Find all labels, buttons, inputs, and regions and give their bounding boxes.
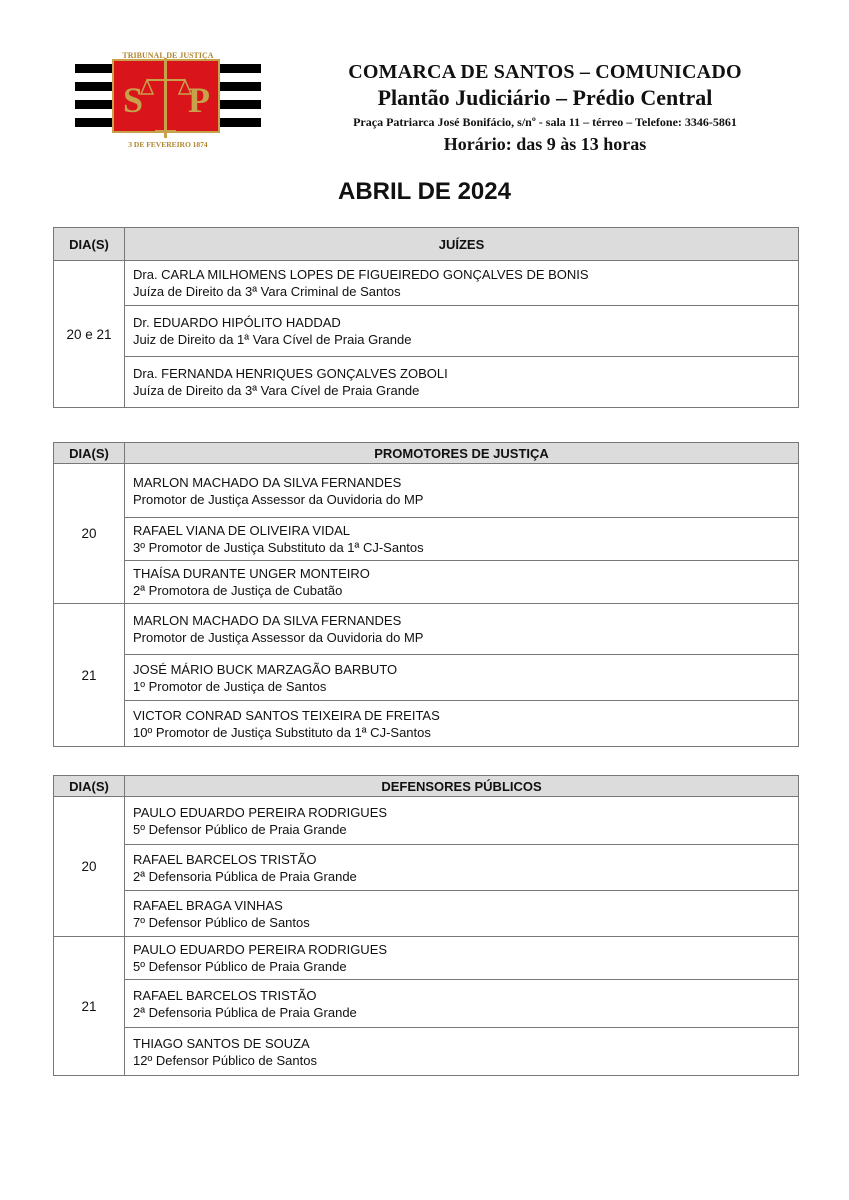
table-header-row [54, 443, 799, 464]
prosecutors-table [53, 442, 799, 747]
page-title: ABRIL DE 2024 [338, 178, 511, 205]
table-row [54, 891, 799, 937]
table-row [54, 518, 799, 561]
col-header-title: DEFENSORES PÚBLICOS [125, 776, 799, 797]
table-row [54, 306, 799, 357]
header-line-2: Plantão Judiciário – Prédio Central [377, 85, 713, 110]
person-name: Dr. EDUARDO HIPÓLITO HADDAD [133, 315, 341, 330]
person-cell [125, 797, 799, 845]
day-cell: 20 [54, 464, 125, 604]
person-role: 12º Defensor Público de Santos [133, 1052, 317, 1068]
table-row [54, 561, 799, 604]
logo-letter-p: P [188, 80, 210, 120]
table-header-row [54, 776, 799, 797]
person-cell [125, 980, 799, 1028]
logo-top-text: TRIBUNAL DE JUSTIÇA [122, 51, 214, 60]
header-address: Praça Patriarca José Bonifácio, s/nº - sala 11 – térreo – Telefone: 3346-5861 [353, 115, 737, 129]
person-cell [125, 464, 799, 518]
person-role: Promotor de Justiça Assessor da Ouvidoria do MP [133, 491, 424, 507]
person-name: MARLON MACHADO DA SILVA FERNANDES [133, 474, 402, 490]
person-name: THAÍSA DURANTE UNGER MONTEIRO [133, 566, 370, 581]
col-header-day: DIA(S) [54, 443, 125, 464]
person-name: Dra. FERNANDA HENRIQUES GONÇALVES ZOBOLI [133, 366, 448, 381]
person-name: MARLON MACHADO DA SILVA FERNANDES [133, 613, 402, 628]
table-row [54, 357, 799, 408]
person-role: 2ª Defensoria Pública de Praia Grande [133, 1004, 357, 1020]
document-header [300, 60, 790, 156]
person-role: 5º Defensor Público de Praia Grande [133, 821, 347, 837]
person-name: RAFAEL BARCELOS TRISTÃO [133, 851, 317, 867]
person-role: 5º Defensor Público de Praia Grande [133, 959, 347, 974]
person-name: RAFAEL VIANA DE OLIVEIRA VIDAL [133, 523, 350, 538]
person-role: Juíza de Direito da 3ª Vara Criminal de Santos [133, 284, 401, 299]
table-row [54, 464, 799, 518]
person-cell [125, 1028, 799, 1076]
person-role: 3º Promotor de Justiça Substituto da 1ª CJ-Santos [133, 540, 424, 555]
person-cell [125, 937, 799, 980]
person-cell [125, 891, 799, 937]
logo-bottom-text: 3 DE FEVEREIRO 1874 [128, 140, 208, 149]
person-cell [125, 604, 799, 655]
person-name: PAULO EDUARDO PEREIRA RODRIGUES [133, 804, 388, 820]
tjsp-logo [75, 50, 261, 150]
table-row [54, 1028, 799, 1076]
header-line-1: COMARCA DE SANTOS – COMUNICADO [348, 61, 742, 83]
judges-table [53, 227, 799, 408]
person-cell [125, 306, 799, 357]
person-role: Promotor de Justiça Assessor da Ouvidoria do MP [133, 630, 424, 645]
day-cell: 20 [54, 797, 125, 937]
person-role: Juiz de Direito da 1ª Vara Cível de Praia Grande [133, 332, 412, 347]
person-cell [125, 561, 799, 604]
col-header-day: DIA(S) [54, 776, 125, 797]
person-name: RAFAEL BRAGA VINHAS [133, 897, 283, 913]
person-name: PAULO EDUARDO PEREIRA RODRIGUES [133, 942, 388, 957]
person-role: 2ª Promotora de Justiça de Cubatão [133, 583, 343, 598]
day-cell: 21 [54, 937, 125, 1076]
person-name: Dra. CARLA MILHOMENS LOPES DE FIGUEIREDO GONÇALVES DE BONIS [133, 267, 589, 282]
person-name: JOSÉ MÁRIO BUCK MARZAGÃO BARBUTO [133, 661, 398, 677]
person-role: 7º Defensor Público de Santos [133, 914, 310, 930]
person-cell [125, 357, 799, 408]
table-row [54, 701, 799, 747]
header-hours: Horário: das 9 às 13 horas [443, 134, 647, 154]
person-cell [125, 655, 799, 701]
col-header-title: JUÍZES [125, 228, 799, 261]
person-cell [125, 701, 799, 747]
person-role: 2ª Defensoria Pública de Praia Grande [133, 868, 357, 884]
table-row [54, 980, 799, 1028]
table-row [54, 797, 799, 845]
person-cell [125, 261, 799, 306]
col-header-title: PROMOTORES DE JUSTIÇA [125, 443, 799, 464]
day-cell: 21 [54, 604, 125, 747]
table-row [54, 261, 799, 306]
day-cell: 20 e 21 [54, 261, 125, 408]
table-header-row [54, 228, 799, 261]
person-name: VICTOR CONRAD SANTOS TEIXEIRA DE FREITAS [133, 707, 440, 723]
person-cell [125, 845, 799, 891]
person-name: RAFAEL BARCELOS TRISTÃO [133, 987, 317, 1003]
table-row [54, 937, 799, 980]
table-row [54, 655, 799, 701]
person-role: 10º Promotor de Justiça Substituto da 1ª CJ-Santos [133, 724, 431, 740]
table-row [54, 604, 799, 655]
table-row [54, 845, 799, 891]
col-header-day: DIA(S) [54, 228, 125, 261]
person-role: 1º Promotor de Justiça de Santos [133, 678, 327, 694]
logo-letter-s: S [122, 80, 144, 120]
person-role: Juíza de Direito da 3ª Vara Cível de Praia Grande [133, 383, 420, 398]
public-defenders-table [53, 775, 799, 1076]
person-name: THIAGO SANTOS DE SOUZA [133, 1035, 310, 1051]
person-cell [125, 518, 799, 561]
